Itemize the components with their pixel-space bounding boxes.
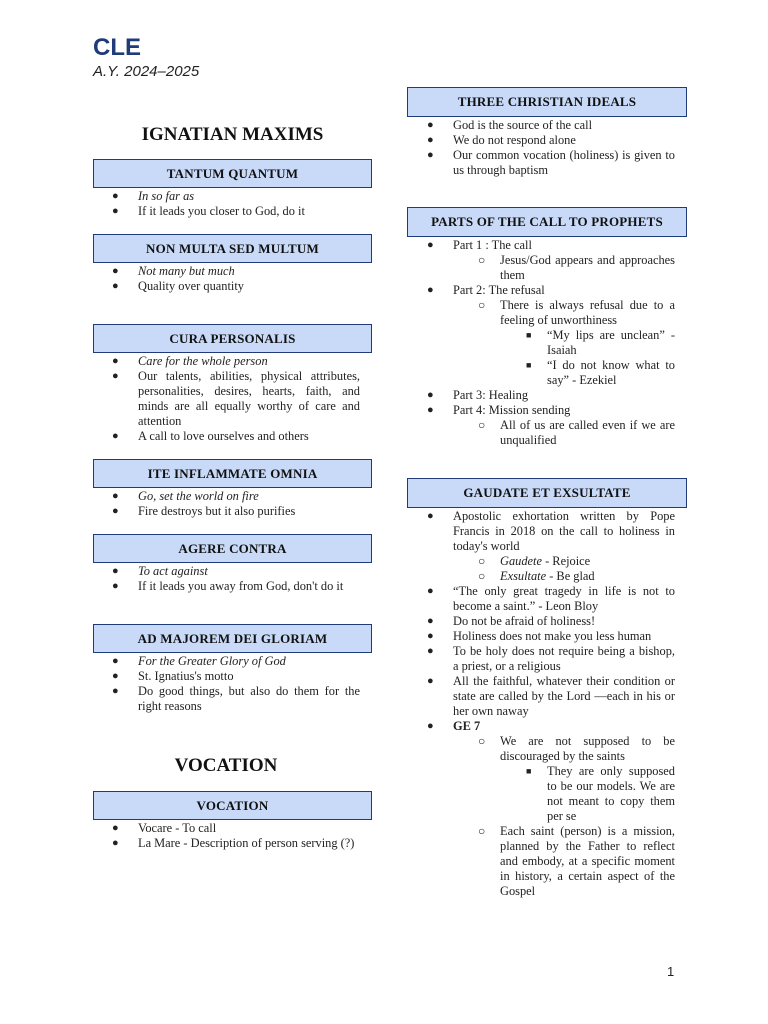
heading-gaudate-et-exsultate: GAUDATE ET EXSULTATE <box>407 478 687 508</box>
list-item: ● Quality over quantity <box>112 279 244 293</box>
list-item: ● Vocare - To call <box>112 821 217 835</box>
list-item: ● To be holy does not require being a bishop, a priest, or a religious <box>427 644 675 673</box>
list-item: ● Fire destroys but it also purifies <box>112 504 296 518</box>
list-item: ● Care for the whole person <box>112 354 268 368</box>
list-item: ● GE 7 <box>427 719 481 733</box>
list-item: ● Part 2: The refusal <box>427 283 545 297</box>
list-ad-majorem-dei-gloriam <box>93 654 360 714</box>
list-item: ● Not many but much <box>112 264 235 278</box>
list-item: ● Part 3: Healing <box>427 388 529 402</box>
list-item: ● We do not respond alone <box>427 133 576 147</box>
heading-vocation: VOCATION <box>93 791 372 820</box>
list-tantum-quantum <box>93 189 360 219</box>
list-item: ● A call to love ourselves and others <box>112 429 309 443</box>
list-item: ● Do not be afraid of holiness! <box>427 614 596 628</box>
heading-parts-of-the-call: PARTS OF THE CALL TO PROPHETS <box>407 207 687 237</box>
page-number: 1 <box>667 964 675 979</box>
list-item: ○ We are not supposed to be discouraged by the saints <box>478 734 675 763</box>
heading-cura-personalis: CURA PERSONALIS <box>93 324 372 353</box>
list-item: ● If it leads you away from God, don't do it <box>112 579 344 593</box>
academic-year: A.Y. 2024–2025 <box>93 63 200 80</box>
heading-non-multa-sed-multum: NON MULTA SED MULTUM <box>93 234 372 263</box>
heading-agere-contra: AGERE CONTRA <box>93 534 372 563</box>
list-item: ■ “My lips are unclean” - Isaiah <box>526 328 675 357</box>
list-item: ● In so far as <box>112 189 195 203</box>
list-item: ○ Gaudete - Rejoice <box>478 554 591 568</box>
list-gaudate-et-exsultate <box>408 509 675 899</box>
list-ite-inflammate-omnia <box>93 489 360 519</box>
list-item: ○ Jesus/God appears and approaches them <box>478 253 675 282</box>
section-title-ignatian-maxims: IGNATIAN MAXIMS <box>141 124 324 145</box>
list-item: ○ All of us are called even if we are unqualified <box>478 418 675 447</box>
list-non-multa-sed-multum <box>93 264 360 294</box>
list-item: ● Our talents, abilities, physical attributes, personalities, desires, hearts, faith, and minds are all equally worthy of care and attention <box>112 369 360 428</box>
list-parts-of-the-call <box>408 238 675 448</box>
list-item: ○ Each saint (person) is a mission, planned by the Father to reflect and embody, at a specific moment in history, a certain aspect of the Gospel <box>478 824 675 898</box>
heading-tantum-quantum: TANTUM QUANTUM <box>93 159 372 188</box>
list-cura-personalis <box>93 354 360 444</box>
list-item: ● All the faithful, whatever their condition or state are called by the Lord —each in his or her own naway <box>427 674 675 718</box>
list-item: ○ Exsultate - Be glad <box>478 569 595 583</box>
list-vocation <box>93 821 360 851</box>
list-item: ■ They are only supposed to be our models. We are not meant to copy them per se <box>526 764 675 823</box>
list-item: ● Do good things, but also do them for the right reasons <box>112 684 360 713</box>
list-item: ● Go, set the world on fire <box>112 489 259 503</box>
list-item: ● Our common vocation (holiness) is given to us through baptism <box>427 148 675 177</box>
list-item: ● Holiness does not make you less human <box>427 629 652 643</box>
list-item: ● Part 1 : The call <box>427 238 532 252</box>
section-title-vocation: VOCATION <box>174 755 278 776</box>
document-title: CLE <box>93 34 141 61</box>
list-item: ● Part 4: Mission sending <box>427 403 571 417</box>
list-item: ● For the Greater Glory of God <box>112 654 286 668</box>
list-item: ● Apostolic exhortation written by Pope Francis in 2018 on the call to holiness in today's world <box>427 509 675 553</box>
list-item: ● If it leads you closer to God, do it <box>112 204 305 218</box>
list-three-christian-ideals <box>408 118 675 178</box>
list-item: ● To act against <box>112 564 208 578</box>
list-agere-contra <box>93 564 360 594</box>
heading-ite-inflammate-omnia: ITE INFLAMMATE OMNIA <box>93 459 372 488</box>
list-item: ● La Mare - Description of person serving (?) <box>112 836 355 850</box>
list-item: ○ There is always refusal due to a feeling of unworthiness <box>478 298 675 327</box>
list-item: ■ “I do not know what to say” - Ezekiel <box>526 358 675 387</box>
list-item: ● God is the source of the call <box>427 118 593 132</box>
list-item: ● St. Ignatius's motto <box>112 669 234 683</box>
list-item: ● “The only great tragedy in life is not to become a saint.” - Leon Bloy <box>427 584 675 613</box>
heading-ad-majorem-dei-gloriam: AD MAJOREM DEI GLORIAM <box>93 624 372 653</box>
heading-three-christian-ideals: THREE CHRISTIAN IDEALS <box>407 87 687 117</box>
